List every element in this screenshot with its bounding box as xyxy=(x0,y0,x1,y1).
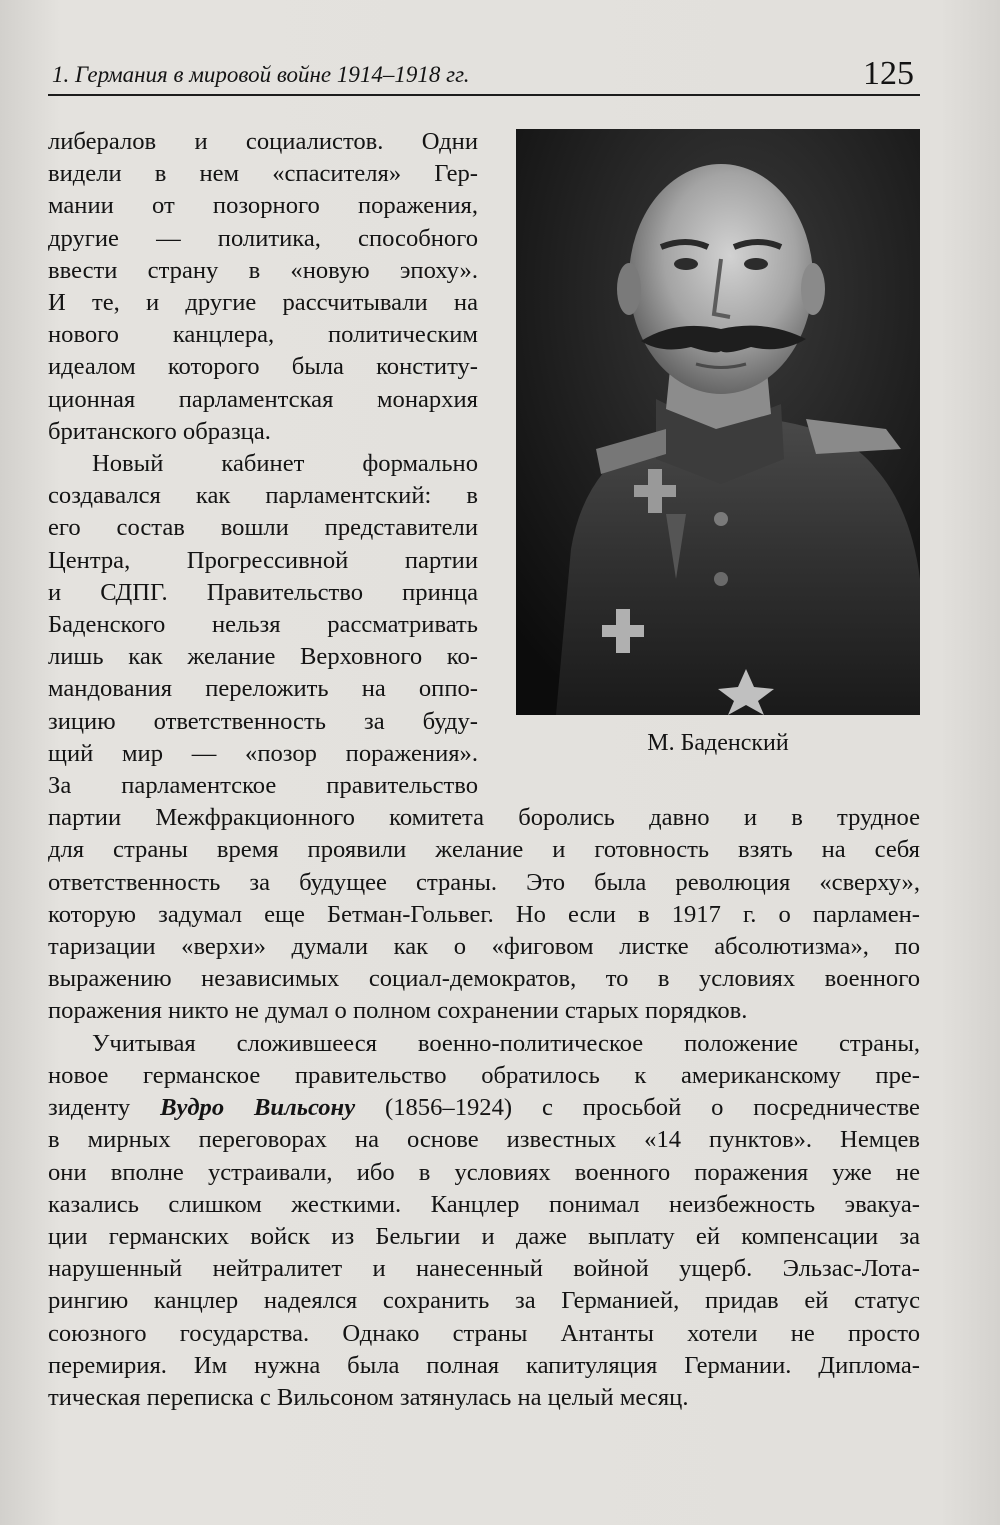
text-line: Центра, Прогрессивной партии xyxy=(48,546,478,574)
text-line: и СДПГ. Правительство принца xyxy=(48,578,478,606)
text-line: ввести страну в «новую эпоху». xyxy=(48,256,478,284)
text-line: нового канцлера, политическим xyxy=(48,321,478,349)
text-line: видели в нем «спасителя» Гер- xyxy=(48,160,478,188)
text-line: щий мир — «позор поражения». xyxy=(48,739,478,767)
person-name: Вудро Вильсону xyxy=(160,1094,356,1122)
text-line: тическая переписка с Вильсоном затянулась на целый месяц. xyxy=(48,1383,689,1411)
text-line: За парламентское правительство xyxy=(48,772,478,800)
text-line: ции германских войск из Бельгии и даже выплату ей компенсации за xyxy=(48,1222,920,1250)
text-line: для страны время проявили желание и готовность взять на себя xyxy=(48,836,920,864)
text-line: в мирных переговорах на основе известных «14 пунктов». Немцев xyxy=(48,1126,920,1154)
text-line: казались слишком жесткими. Канцлер понимал неизбежность эвакуа- xyxy=(48,1190,920,1218)
text-line: зицию ответственность за буду- xyxy=(48,707,478,735)
text-line: мандования переложить на оппо- xyxy=(48,675,478,703)
text-line: ответственность за будущее страны. Это была революция «сверху», xyxy=(48,868,920,896)
text-line: мании от позорного поражения, xyxy=(48,192,478,220)
text-line: его состав вошли представители xyxy=(48,514,478,542)
text-line: выражению независимых социал-демократов, то в условиях военного xyxy=(48,965,920,993)
text-line: идеалом которого была конститу- xyxy=(48,353,478,381)
text-fragment: (1856–1924) с просьбой о посредничестве xyxy=(385,1094,920,1122)
text-line: ционная парламентская монархия xyxy=(48,385,478,413)
text-line: они вполне устраивали, ибо в условиях военного поражения уже не xyxy=(48,1158,920,1186)
figure-caption: М. Баденский xyxy=(647,730,789,756)
text-line: новое германское правительство обратилось к американскому пре- xyxy=(48,1061,920,1089)
text-line: И те, и другие рассчитывали на xyxy=(48,289,478,317)
text-line: партии Межфракционного комитета боролись давно и в трудное xyxy=(48,804,920,832)
text-line: британского образца. xyxy=(48,417,271,445)
text-line: лишь как желание Верховного ко- xyxy=(48,643,478,671)
text-line: Баденского нельзя рассматривать xyxy=(48,611,478,639)
text-line: создавался как парламентский: в xyxy=(48,482,478,510)
text-line: нарушенный нейтралитет и нанесенный войной ущерб. Эльзас-Лота- xyxy=(48,1255,920,1283)
text-line: рингию канцлер надеялся сохранить за Германией, придав ей статус xyxy=(48,1287,920,1315)
text-fragment: зиденту xyxy=(48,1094,131,1122)
body-text xyxy=(48,126,920,1414)
paragraph-start: Новый кабинет формально xyxy=(92,450,478,478)
text-line: другие — политика, способного xyxy=(48,224,478,252)
paragraph-start: Учитывая сложившееся военно-политическое положение страны, xyxy=(92,1029,920,1057)
running-title: 1. Германия в мировой войне 1914–1918 гг. xyxy=(52,62,470,87)
running-header xyxy=(48,55,920,96)
text-line: перемирия. Им нужна была полная капитуляция Германии. Диплома- xyxy=(48,1351,920,1379)
text-line: союзного государства. Однако страны Антанты хотели не просто xyxy=(48,1319,920,1347)
text-line xyxy=(48,1092,920,1124)
page-number: 125 xyxy=(863,55,914,92)
text-line: поражения никто не думал о полном сохранении старых порядков. xyxy=(48,997,748,1025)
text-line: которую задумал еще Бетман-Гольвег. Но если в 1917 г. о парламен- xyxy=(48,900,920,928)
text-line: таризации «верхи» думали как о «фиговом листке абсолютизма», по xyxy=(48,933,920,961)
text-line: либералов и социалистов. Одни xyxy=(48,128,478,155)
